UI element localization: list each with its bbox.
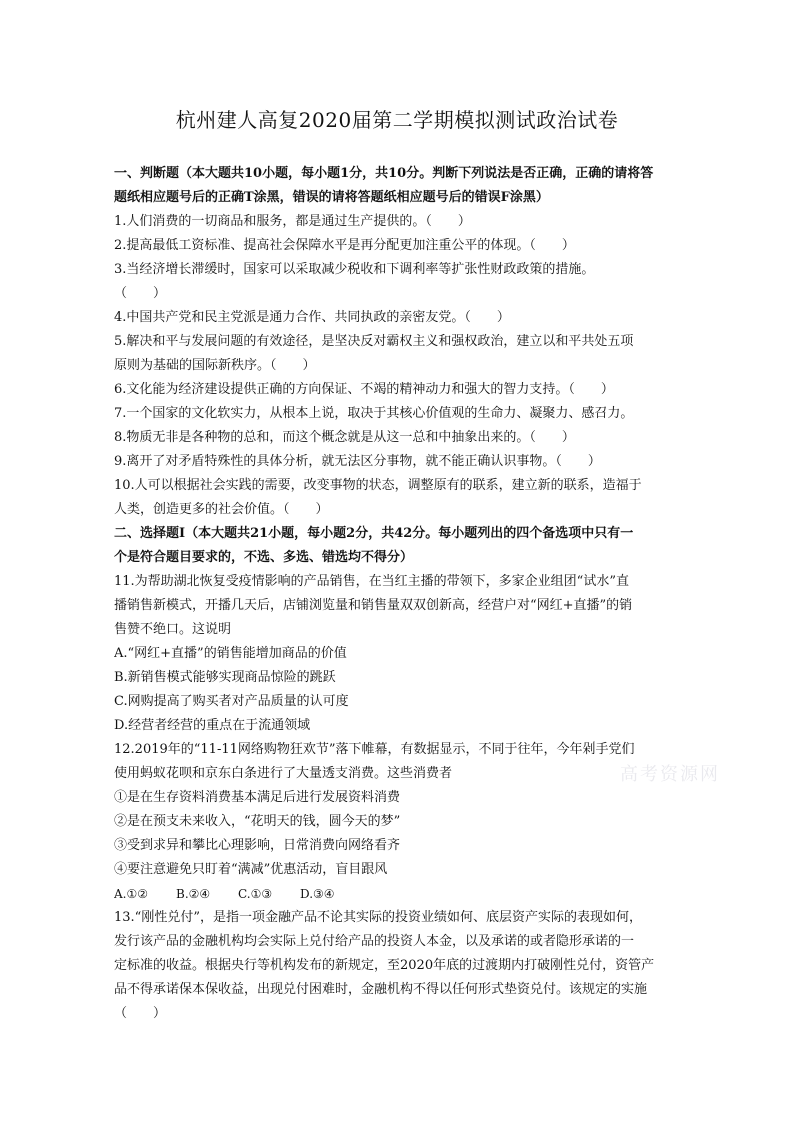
q13-stem: 13.“刚性兑付”，是指一项金融产品不论其实际的投资业绩如何、底层资产实际的表现如何， <box>114 910 642 925</box>
judge-item: 4.中国共产党和民主党派是通力合作、共同执政的亲密友党。（ ） <box>114 310 510 325</box>
section2-heading-line: 二、选择题Ⅰ（本大题共21小题，每小题2分，共42分。每小题列出的四个备选项中只有一 <box>114 526 634 541</box>
q12-choice-a: A.①② <box>114 887 148 901</box>
judge-item: 5.解决和平与发展问题的有效途径，是坚决反对霸权主义和强权政治，建立以和平共处五项 <box>114 334 634 349</box>
q11-option-d: D.经营者经营的重点在于流通领域 <box>114 718 311 733</box>
q13-stem: （ ） <box>114 1006 167 1021</box>
judge-item: 8.物质无非是各种物的总和，而这个概念就是从这一总和中抽象出来的。（ ） <box>114 430 575 445</box>
q11-stem: 11.为帮助湖北恢复受疫情影响的产品销售，在当红主播的带领下，多家企业组团“试水”直 <box>114 574 629 589</box>
exam-title: 杭州建人高复2020届第二学期模拟测试政治试卷 <box>175 108 619 132</box>
q11-option-a: A.“网红+直播”的销售能增加商品的价值 <box>114 646 347 661</box>
judge-item: 6.文化能为经济建设提供正确的方向保证、不竭的精神动力和强大的智力支持。（ ） <box>114 382 614 397</box>
q13-stem: 定标准的收益。根据央行等机构发布的新规定，至2020年底的过渡期内打破刚性兑付，资管产 <box>114 958 655 973</box>
watermark: 高考资源网 <box>620 764 720 785</box>
q12-choice-d: D.③④ <box>300 887 335 901</box>
judge-item: 人类，创造更多的社会价值。（ ） <box>114 502 329 517</box>
judge-item: 7.一个国家的文化软实力，从根本上说，取决于其核心价值观的生命力、凝聚力、感召力。 <box>114 406 634 421</box>
q11-stem: 播销售新模式，开播几天后，店铺浏览量和销售量双双创新高，经营户对“网红+直播”的销 <box>114 598 633 613</box>
q11-option-c: C.网购提高了购买者对产品质量的认可度 <box>114 694 349 709</box>
q12-item: ①是在生存资料消费基本满足后进行发展资料消费 <box>114 790 401 805</box>
judge-item: 2.提高最低工资标准、提高社会保障水平是再分配更加注重公平的体现。（ ） <box>114 238 575 253</box>
exam-content <box>114 162 684 1026</box>
q12-choices <box>114 882 684 906</box>
q12-choice-b: B.②④ <box>176 887 211 901</box>
section1-heading-line: 题纸相应题号后的正确T涂黑，错误的请将答题纸相应题号后的错误F涂黑） <box>114 190 549 205</box>
q12-item: ④要注意避免只盯着“满减”优惠活动，盲目跟风 <box>114 862 388 877</box>
q13-stem: 品不得承诺保本保收益，出现兑付困难时，金融机构不得以任何形式垫资兑付。该规定的实施 <box>114 982 648 997</box>
section2-heading-line: 个是符合题目要求的，不选、多选、错选均不得分） <box>114 550 414 565</box>
q13-stem: 发行该产品的金融机构均会实际上兑付给产品的投资人本金，以及承诺的或者隐形承诺的一 <box>114 934 635 949</box>
judge-item: 10.人可以根据社会实践的需要，改变事物的状态，调整原有的联系，建立新的联系，造福于 <box>114 478 642 493</box>
q11-stem: 售赞不绝口。这说明 <box>114 622 232 637</box>
judge-item: 1.人们消费的一切商品和服务，都是通过生产提供的。（ ） <box>114 214 471 229</box>
judge-item: 9.离开了对矛盾特殊性的具体分析，就无法区分事物，就不能正确认识事物。（ ） <box>114 454 601 469</box>
q12-stem: 12.2019年的“11-11网络购物狂欢节”落下帷幕，有数据显示，不同于往年，今年剁手党们 <box>114 742 635 757</box>
q12-choice-c: C.①③ <box>238 887 273 901</box>
judge-item: 原则为基础的国际新秩序。（ ） <box>114 358 316 373</box>
judge-item: 3.当经济增长滞缓时，国家可以采取减少税收和下调利率等扩张性财政政策的措施。 <box>114 262 595 277</box>
q11-option-b: B.新销售模式能够实现商品惊险的跳跃 <box>114 670 336 685</box>
section1-heading-line: 一、判断题（本大题共10小题，每小题1分，共10分。判断下列说法是否正确，正确的请将答 <box>114 166 654 181</box>
q12-item: ②是在预支未来收入，“花明天的钱，圆今天的梦” <box>114 814 401 829</box>
judge-item: （ ） <box>114 286 167 301</box>
q12-item: ③受到求异和攀比心理影响，日常消费向网络看齐 <box>114 838 401 853</box>
q12-stem: 使用蚂蚁花呗和京东白条进行了大量透支消费。这些消费者 <box>114 766 453 781</box>
